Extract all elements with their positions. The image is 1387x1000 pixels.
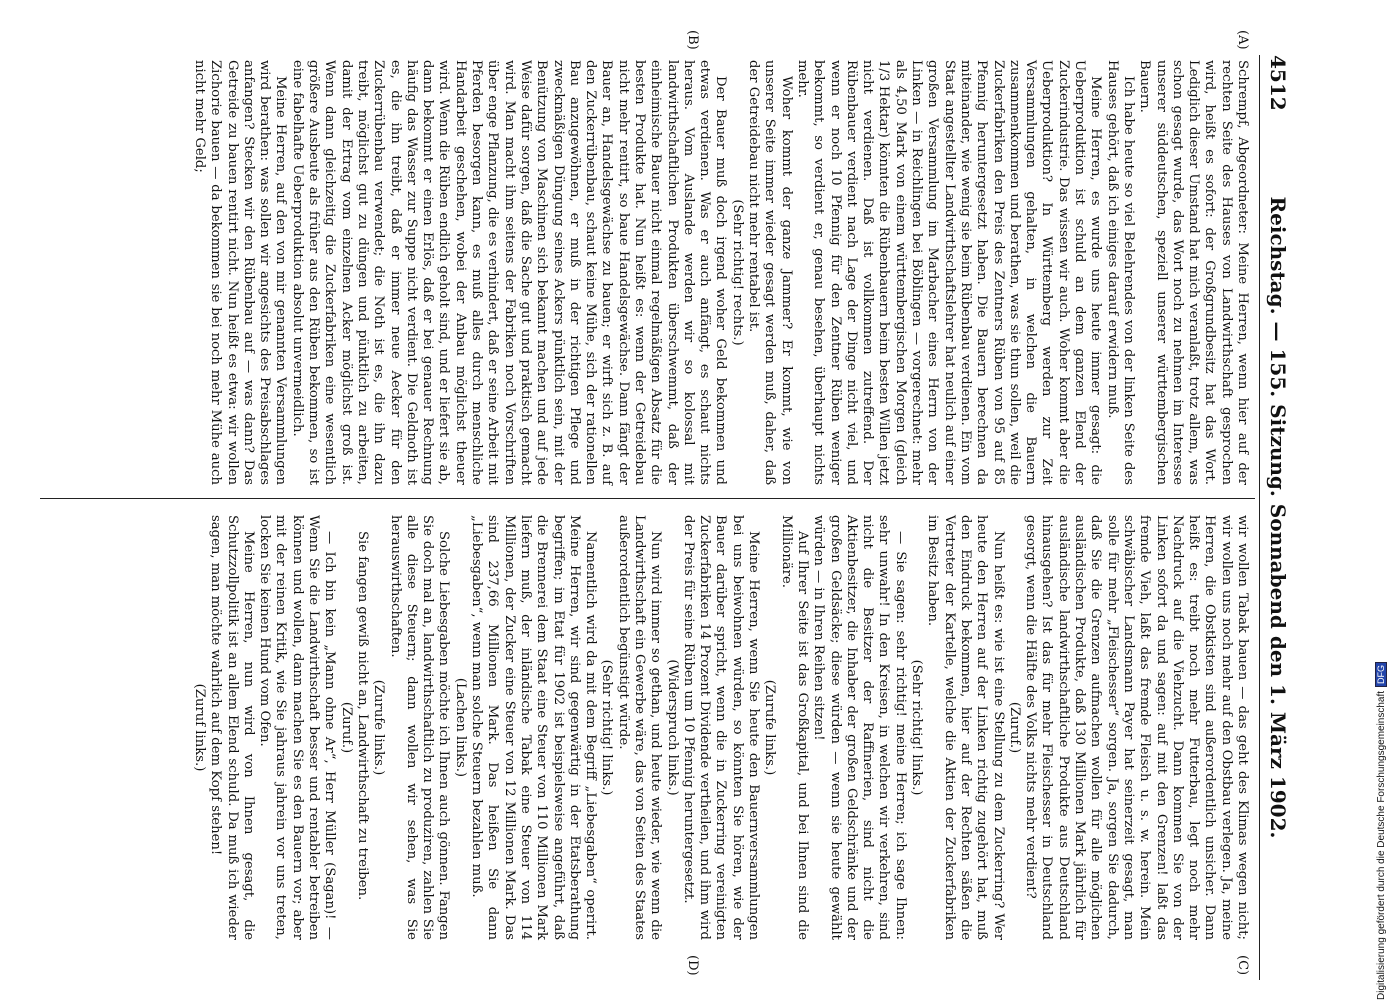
paragraph: (Lachen links.) xyxy=(452,677,468,778)
paragraph: Meine Herren, nun wird von Ihnen gesagt, die Schutzzollpolitik ist an allem Elend schuld. Da muß ich wieder sagen, man möchte wahrlich auf dem Kopf stehen! xyxy=(208,515,256,940)
paragraph: Schrempf, Abgeordneter: Meine Herren, wenn hier auf der rechten Seite des Hauses von Landwirthschaft gesprochen wird, heißt es sofort: der Großgrundbesitz hat das Wort. Lediglich dieser Umstand hat mich veranlaßt, trotz allem, was schon gesagt wurde, das Wort noch zu nehmen im Interesse unserer süddeutschen, speziell unserer württembergischen Bauern. xyxy=(1137,60,1250,485)
paragraph: Auf Ihrer Seite ist das Großkapital, und bei Ihnen sind die Millionäre. xyxy=(778,515,810,940)
paragraph: (Widerspruch links.) xyxy=(664,659,680,796)
column-divider xyxy=(40,498,1255,499)
paragraph: Meine Herren, es wurde uns heute immer gesagt: die Ueberproduktion ist schuld an dem ganzen Elend der Zuckerindustrie. Das wissen wir auch. Woher kommt aber die Ueberproduktion? In Württemberg werden zur Zeit Versammlungen gehalten, in welchen die Bauern zusammenkommen und berathen, was sie thun sollen, weil die Zuckerfabriken den Preis des Zentners Rüben von 95 auf 85 Pfennig heruntergesetzt haben. Die Bauern berechnen da miteinander, wie wenig sie beim Rübenbau verdienen. Ein vom Staat angestellter Landwirthschaftslehrer hat neulich auf einer großen Versammlung im Marbacher eines Herrn von der Linken — in Reichlingen bei Böblingen — vorgerechnet: mehr als 4,50 Mark von einem württembergischen Morgen (gleich 1/3 Hektar) könnten die Rübenbauern beim besten Willen jetzt nicht verdienen. Daß ist vollkommen zutreffend. Der Rübenbauer verdient nach Lage der Dinge nicht viel, und wenn er noch 10 Pfennig für den Zentner Rüben weniger bekommt, so verdient er, genau besehen, überhaupt nichts mehr. xyxy=(794,60,1104,485)
paragraph: (Sehr richtig! links.) xyxy=(909,659,925,796)
page-number: 4512 xyxy=(1266,55,1290,111)
paragraph: (Sehr richtig! rechts.) xyxy=(729,199,745,346)
left-column xyxy=(191,60,1250,485)
paragraph: (Zurufe links.) xyxy=(762,679,778,776)
footer xyxy=(1375,0,1387,1000)
paragraph: Meine Herren, auf den von mir genannten Versammlungen wird berathen: was sollen wir angesichts des Preisabschlages anfangen? Stecken wir den Rübenbau auf — was dann? Das Getreide zu bauen rentirt nicht. Nun heißt es etwa: wir wollen Zichorie bauen — da bekommen sie bei noch mehr Mühe auch nicht mehr Geld; xyxy=(192,60,289,485)
paragraph: wir wollen Tabak bauen — das geht des Klimas wegen nicht; wir wollen uns noch mehr auf den Obstbau verlegen. Ja, meine Herren, die Obstkisten sind außerordentlich unsicher. Dann heißt es: treibt noch mehr Futterbau, legt noch mehr Nachdruck auf die Viehzucht. Dann kommen Sie von der Linken sofort da und sagen: auf mit den Grenzen! laßt das fremde Vieh, laßt das fremde Fleisch u. s. w. herein. Mein schwäbischer Landsmann Payer hat seinerzeit gesagt, man solle für mehr „Fleischesser“ sorgen. Ja, sorgen Sie dadurch, daß Sie die Grenzen aufmachen wollen für alle möglichen ausländischen Produkte, daß 130 Millionen Mark jährlich für ausländische landwirthschaftliche Produkte aus Deutschland hinausgehen? Ist das für mehr Fleischesser in Deutschland gesorgt, wenn die Hälfte des Volks nichts mehr verdient? xyxy=(1023,515,1250,940)
paragraph: (Zurufe links.) xyxy=(371,679,387,776)
paragraph: — Ich bin kein „Mann ohne Ar“, Herr Müller (Sagan)! — Wenn Sie die Landwirthschaft besser und rentabler betreiben können und wollen, dann machen Sie es den Bauern vor; aber mit der reinen Kritik, wie Sie jahraus jahrein vor uns treten, locken Sie keinen Hund vom Ofen. xyxy=(257,515,338,940)
paragraph: (Zuruf.) xyxy=(338,701,354,754)
right-column xyxy=(191,515,1250,940)
page-title: Reichstag. — 155. Sitzung. Sonnabend den 1. März 1902. xyxy=(1266,196,1290,839)
header-rule xyxy=(1259,55,1260,980)
paragraph: (Sehr richtig! links.) xyxy=(599,659,615,796)
margin-mark-d: (D) xyxy=(685,955,700,976)
margin-mark-c: (C) xyxy=(1235,955,1250,976)
page-header xyxy=(1260,55,1290,980)
paragraph: Meine Herren, wenn Sie heute den Bauernversammlungen bei uns beiwohnen würden, so könnten Sie hören, wie der Bauer darüber spricht, wenn die in Zuckerring vereinigten Zuckerfabriken 14 Prozent Dividende vertheilen, und ihm wird der Preis für seine Rüben um 10 Pfennig heruntergesetzt. xyxy=(680,515,762,940)
dfg-logo: DFG xyxy=(1375,662,1387,687)
paragraph: Der Bauer muß doch irgend woher Geld bekommen und etwas verdienen. Was er auch anfängt, es schaut nichts heraus. Vom Auslande werden wir so kolossal mit landwirthschaftlichen Produkten überschwemmt, daß der einheimische Bauer nicht einmal regelmäßigen Absatz für die besten Produkte hat. Nun heißt es: wenn der Getreidebau nicht mehr rentirt, so baue Handelsgewächse. Dann fängt der Bauer an, Handelsgewächse zu bauen; er wirft sich z. B. auf den Zuckerrübenbau, schaut keine Mühe, sich der rationellen Bau anzugewöhnen, er muß in der richtigen Pflege und zweckmäßigen Düngung seines Ackers pünktlich sein, mit der Benützung von Maschinen sich bekannt machen und auf jede Weise dafür sorgen, daß die Sache gut und praktisch gemacht wird. Man macht ihm seitens der Fabriken noch Vorschriften über enge Pflanzung, die es verhindert, daß er seine Arbeit mit Pferden besorgen kann, es muß alles durch menschliche Handarbeit geschehen, wobei der Anbau möglichst theuer wird. Wenn die Rüben endlich geholt sind, und er liefert sie ab, dann bekommt er einen Erlös, daß er bei genauer Rechnung häufig das Wasser zur Suppe nicht verdient. Die Geldnoth ist es, die ihn treibt, daß er immer neue Aecker für den Zuckerrübenbau verwendet; die Noth ist es, die ihn dazu treibt, möglichst gut zu düngen und pünktlich zu arbeiten, damit der Ertrag vom einzelnen Acker möglichst groß ist. Wenn dann gleichzeitig die Zuckerfabriken eine wesentlich größere Ausbeute als früher aus den Rüben bekommen, so ist eine fabelhafte Ueberproduktion absolut unvermeidlich. xyxy=(289,60,729,485)
paragraph: (Zuruf links.) xyxy=(192,683,207,772)
paragraph: (Zuruf.) xyxy=(1006,701,1022,754)
paragraph: Solche Liebesgaben möchte ich Ihnen auch gönnen. Fangen Sie doch mal an, landwirthschaftlich zu produziren, zahlen Sie alle diese Steuern; dann wollen wir sehen, was Sie herauswirthschaften. xyxy=(387,515,452,940)
paragraph: Sie fangen gewiß nicht an, Landwirthschaft zu treiben. xyxy=(354,531,370,901)
paragraph: Nun wird immer so gethan, und heute wieder, wie wenn die Landwirthschaft ein Gewerbe wäre, das von Seiten des Staates außerordentlich begünstigt würde. xyxy=(615,515,664,940)
paragraph: Namentlich wird da mit dem Begriff „Liebesgaben“ operirt. Meine Herren, wir sind gegenwärtig in der Etatsberathung begriffen; im Etat für 1902 ist beispielsweise angeführt, daß die Brennerei dem Staat eine Steuer von 110 Millionen Mark liefern muß, der inländische Tabak eine Steuer von 114 Millionen, der Zucker eine Steuer von 12 Millionen Mark. Das sind 237,66 Millionen Mark. Das heißen Sie dann „Liebesgaben“, wenn man solche Steuern bezahlen muß. xyxy=(469,515,599,940)
margin-mark-a: (A) xyxy=(1235,30,1250,50)
paragraph: Ich habe heute so viel Belehrendes von der linken Seite des Hauses gehört, daß ich einiges darauf erwidern muß. xyxy=(1104,60,1136,485)
paragraph: Nun heißt es: wie ist eine Stellung zu dem Zuckerring? Wer heute den Herren auf der Linken richtig zugehört hat, muß den Eindruck bekommen, hier auf der Rechten säßen die Vertreter der Kartelle, welche die Aktien der Zuckerfabriken im Besitz haben. xyxy=(925,515,1006,940)
margin-mark-b: (B) xyxy=(685,30,700,50)
footer-text: Digitalisierung gefördert durch die Deutsche Forschungsgemeinschaft xyxy=(1376,690,1387,1000)
paragraph: Woher kommt der ganze Jammer? Er kommt, wie von unserer Seite immer wieder gesagt werden muß, daher, daß der Getreidebau nicht mehr rentabel ist. xyxy=(746,60,794,485)
paragraph: — Sie sagen: sehr richtig! meine Herren; ich sage Ihnen: sehr unwahr! In den Kreisen, in welchen wir verkehren, sind nicht die Besitzer der Raffinerien, sind nicht die Aktienbesitzer, die Inhaber der großen Geldschränke und der großen Geldsäcke; diese würden — wenn sie heute gewählt würden — in Ihren Reihen sitzen! xyxy=(811,515,908,940)
